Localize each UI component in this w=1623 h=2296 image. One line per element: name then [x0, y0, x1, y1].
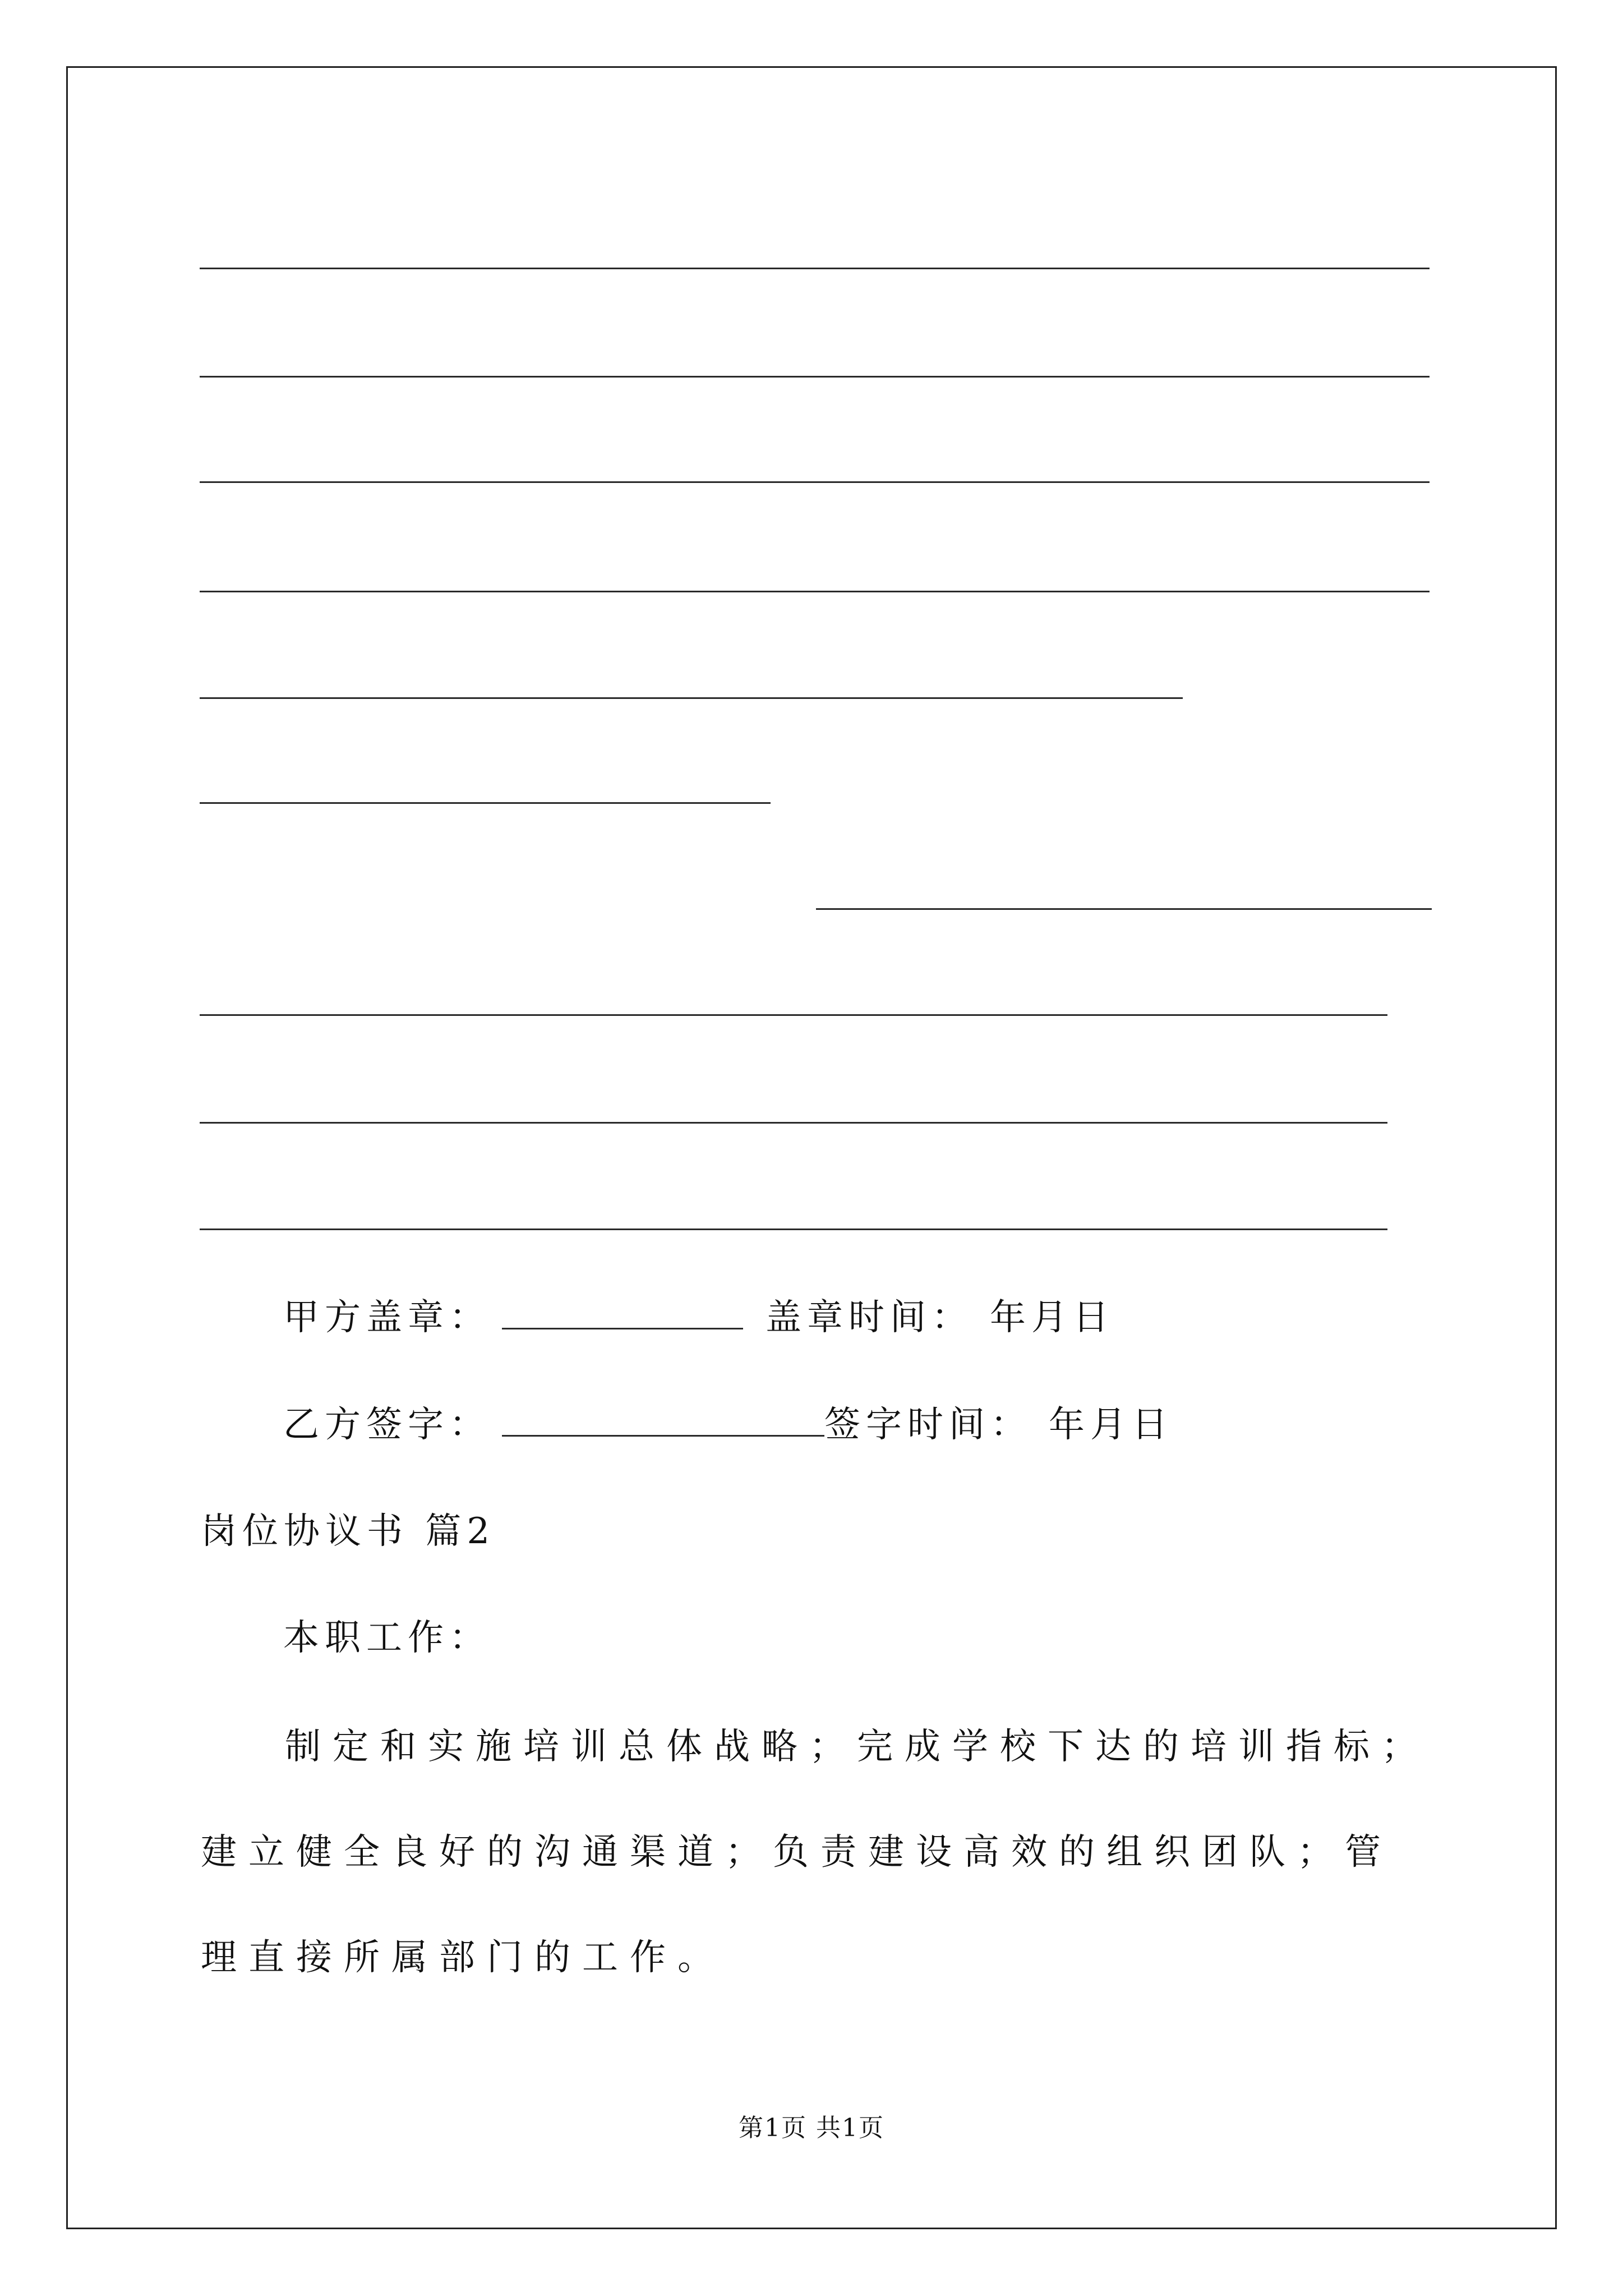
section-body: 制定和实施培训总体战略；完成学校下达的培训指标；建立健全良好的沟通渠道；负责建设高效的组织团队；管理直接所属部门的工作。 — [201, 1726, 1429, 1978]
page-footer: 第1页 共1页 — [739, 2114, 884, 2142]
section-heading: 岗位协议书 篇2 — [201, 1511, 496, 1552]
party-b-sign-field[interactable] — [502, 1402, 824, 1437]
blank-line — [200, 802, 771, 804]
blank-line — [200, 481, 1430, 483]
blank-line — [200, 1122, 1387, 1124]
party-a-row — [283, 1295, 1114, 1340]
blank-line — [200, 697, 1183, 699]
party-b-date: 年月日 — [1049, 1404, 1173, 1446]
blank-line — [200, 376, 1430, 378]
party-b-row — [283, 1402, 1173, 1447]
party-a-label: 甲方盖章： — [283, 1297, 491, 1338]
blank-line — [200, 591, 1430, 592]
party-a-date: 年月日 — [990, 1297, 1114, 1338]
party-a-seal-field[interactable] — [502, 1295, 743, 1329]
party-b-time-label: 签字时间： — [824, 1404, 1032, 1446]
party-b-label: 乙方签字： — [283, 1404, 491, 1446]
party-a-time-label: 盖章时间： — [766, 1297, 973, 1338]
blank-line — [200, 1228, 1387, 1230]
section-subheading: 本职工作： — [283, 1617, 491, 1659]
blank-line — [200, 268, 1430, 269]
blank-line — [816, 908, 1432, 910]
blank-line — [200, 1014, 1387, 1016]
